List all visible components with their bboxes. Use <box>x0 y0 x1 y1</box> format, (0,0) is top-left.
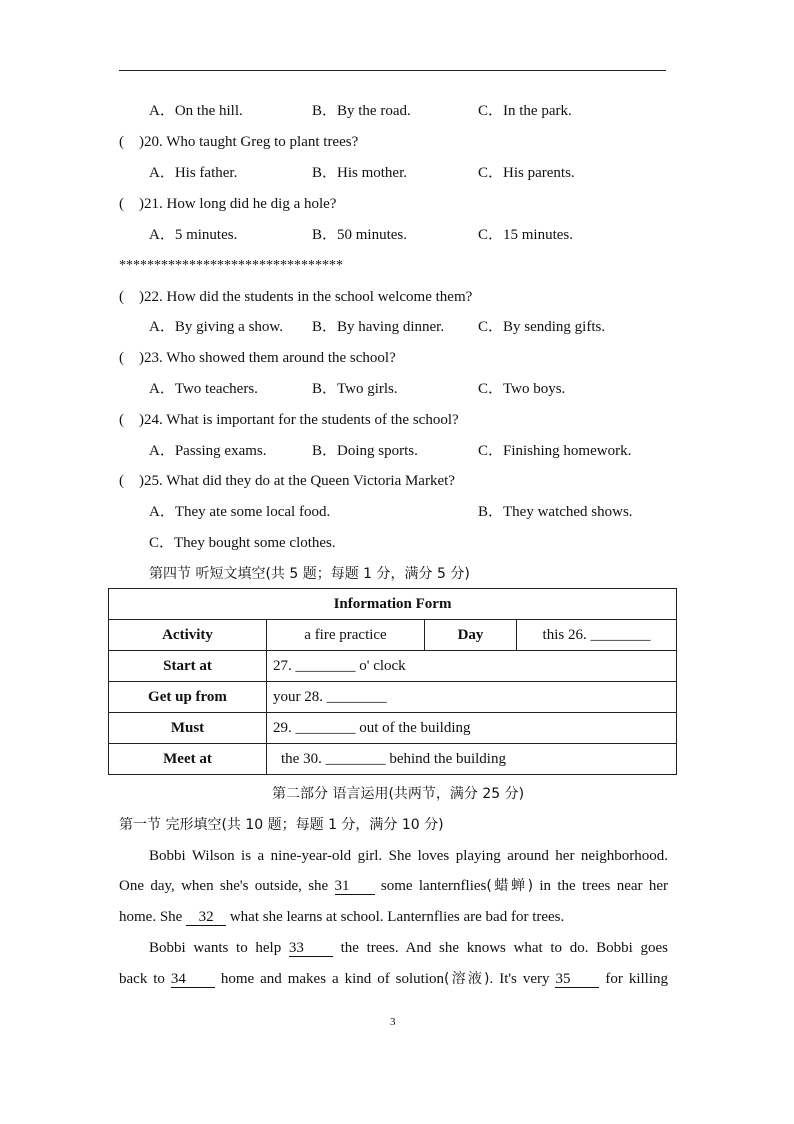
passage-text: the trees. And she knows what to do. Bobbi goes <box>340 940 668 956</box>
part2-title: 第二部分 语言运用(共两节，满分 25 分) <box>272 786 525 802</box>
passage-gloss: (溶液) <box>443 971 490 987</box>
q19-option-a[interactable]: A．On the hill. <box>149 103 243 119</box>
passage-text: . It's very <box>489 971 550 987</box>
form-blank-28[interactable]: your 28. ________ <box>267 682 677 713</box>
q24-option-a[interactable]: A．Passing exams. <box>149 443 267 459</box>
q21-answer-paren[interactable]: ( <box>119 196 124 212</box>
star-separator: ******************************** <box>119 258 343 273</box>
passage-text: home and makes a kind of solution <box>220 971 444 987</box>
header-rule <box>119 70 666 71</box>
page-number: 3 <box>390 1016 396 1028</box>
q19-option-b[interactable]: B．By the road. <box>312 103 411 119</box>
q23-question: )23. Who showed them around the school? <box>139 350 396 366</box>
q22-answer-paren[interactable]: ( <box>119 289 124 305</box>
passage-text: home. She <box>119 909 183 925</box>
q20-question: )20. Who taught Greg to plant trees? <box>139 134 359 150</box>
q23-option-c[interactable]: C．Two boys. <box>478 381 566 397</box>
q20-option-b[interactable]: B．His mother. <box>312 165 408 181</box>
form-blank-30[interactable]: the 30. ________ behind the building <box>267 744 677 775</box>
passage-line <box>119 877 668 895</box>
q25-option-a[interactable]: A．They ate some local food. <box>149 504 331 520</box>
q21-option-b[interactable]: B．50 minutes. <box>312 227 408 243</box>
q24-option-b[interactable]: B．Doing sports. <box>312 443 418 459</box>
form-label-get-up-from: Get up from <box>109 682 267 713</box>
passage-text: what she learns at school. Lanternflies are bad for trees. <box>229 909 565 925</box>
form-value-activity: a fire practice <box>267 620 425 651</box>
form-blank-26[interactable]: this 26. ________ <box>517 620 677 651</box>
cloze-blank-35[interactable]: 35 <box>555 971 599 988</box>
q22-question: )22. How did the students in the school welcome them? <box>139 289 473 305</box>
q22-option-c[interactable]: C．By sending gifts. <box>478 319 606 335</box>
passage-text: Bobbi Wilson is a nine-year-old girl. She loves playing around her neighborhood. <box>149 848 668 864</box>
passage-line <box>119 908 564 926</box>
q20-answer-paren[interactable]: ( <box>119 134 124 150</box>
form-title: Information Form <box>109 589 677 620</box>
form-blank-27[interactable]: 27. ________ o' clock <box>267 651 677 682</box>
q24-answer-paren[interactable]: ( <box>119 412 124 428</box>
passage-text: some lanternflies <box>380 878 487 894</box>
q21-question: )21. How long did he dig a hole? <box>139 196 337 212</box>
q23-answer-paren[interactable]: ( <box>119 350 124 366</box>
q21-option-a[interactable]: A．5 minutes. <box>149 227 238 243</box>
q24-question: )24. What is important for the students of the school? <box>139 412 459 428</box>
q25-question: )25. What did they do at the Queen Victoria Market? <box>139 473 455 489</box>
form-blank-29[interactable]: 29. ________ out of the building <box>267 713 677 744</box>
information-form <box>108 588 677 775</box>
cloze-blank-34[interactable]: 34 <box>171 971 215 988</box>
passage-text: for killing <box>605 971 669 987</box>
q20-option-a[interactable]: A．His father. <box>149 165 238 181</box>
q24-option-c[interactable]: C．Finishing homework. <box>478 443 632 459</box>
q19-option-c[interactable]: C．In the park. <box>478 103 572 119</box>
q23-option-a[interactable]: A．Two teachers. <box>149 381 258 397</box>
cloze-blank-33[interactable]: 33 <box>289 940 333 957</box>
form-label-start-at: Start at <box>109 651 267 682</box>
section1-title: 第一节 完形填空(共 10 题；每题 1 分，满分 10 分) <box>119 817 444 833</box>
q22-option-a[interactable]: A．By giving a show. <box>149 319 284 335</box>
q23-option-b[interactable]: B．Two girls. <box>312 381 398 397</box>
passage-text: One day, when she's outside, she <box>119 878 329 894</box>
cloze-blank-32[interactable]: 32 <box>186 909 226 926</box>
cloze-blank-31[interactable]: 31 <box>335 878 375 895</box>
q25-option-b[interactable]: B．They watched shows. <box>478 504 633 520</box>
q20-option-c[interactable]: C．His parents. <box>478 165 575 181</box>
passage-text: Bobbi wants to help <box>149 940 282 956</box>
passage-text: in the trees near her <box>539 878 669 894</box>
form-label-must: Must <box>109 713 267 744</box>
passage-line <box>149 847 668 865</box>
q22-option-b[interactable]: B．By having dinner. <box>312 319 445 335</box>
section4-title: 第四节 听短文填空(共 5 题；每题 1 分，满分 5 分) <box>149 566 470 582</box>
form-label-day: Day <box>425 620 517 651</box>
passage-text: back to <box>119 971 165 987</box>
q25-answer-paren[interactable]: ( <box>119 473 124 489</box>
passage-gloss: (蜡蝉) <box>486 878 534 894</box>
form-label-meet-at: Meet at <box>109 744 267 775</box>
q25-option-c[interactable]: C．They bought some clothes. <box>149 535 336 551</box>
form-label-activity: Activity <box>109 620 267 651</box>
passage-line <box>119 970 668 988</box>
passage-line <box>149 939 668 957</box>
q21-option-c[interactable]: C．15 minutes. <box>478 227 574 243</box>
